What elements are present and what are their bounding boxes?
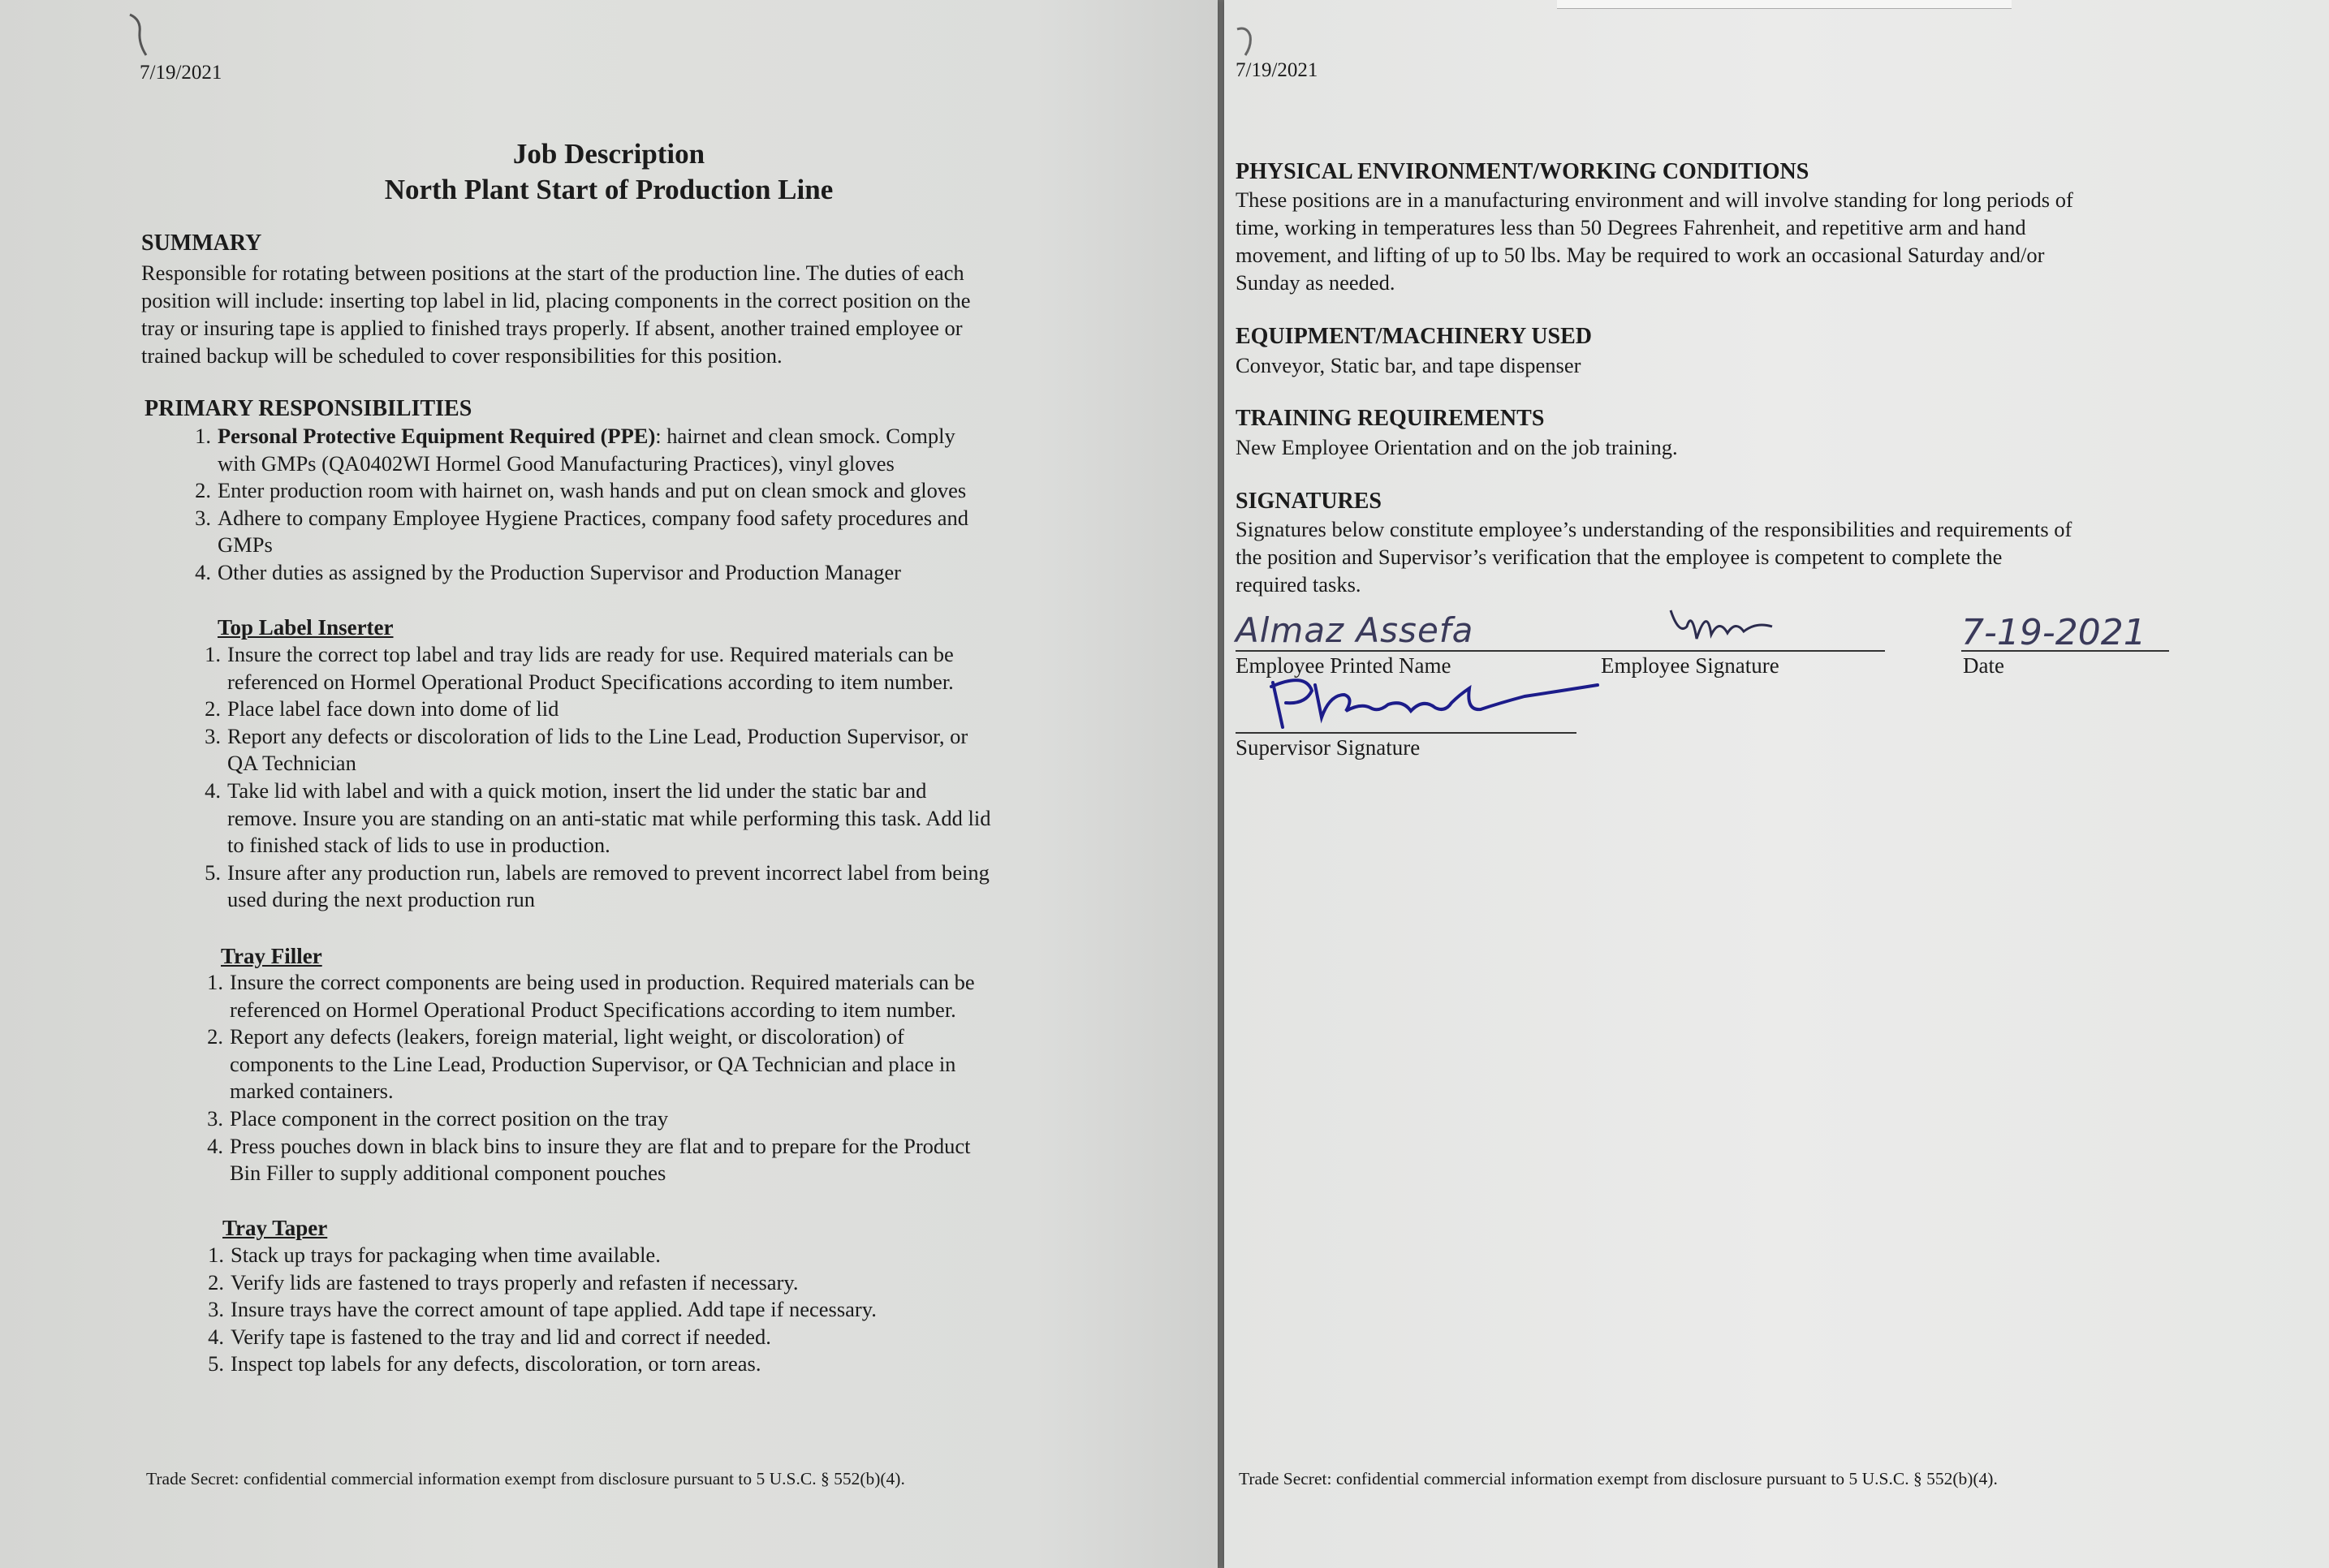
list-item: 3. Report any defects or discoloration of lids to the Line Lead, Production Supervisor, or QA Technician — [205, 723, 968, 776]
right-document-page — [1224, 0, 2329, 1568]
list-item: 5. Inspect top labels for any defects, discoloration, or torn areas. — [208, 1351, 761, 1376]
list-item: 5. Insure after any production run, labels are removed to prevent incorrect label from being used during the next production run — [205, 859, 990, 912]
employee-signature-line — [1601, 650, 1885, 652]
right-page-date: 7/19/2021 — [1236, 59, 1318, 81]
signatures-heading: SIGNATURES — [1236, 489, 1382, 514]
trade-secret-footer: Trade Secret: confidential commercial information exempt from disclosure pursuant to 5 U.S.C. § 552(b)(4). — [146, 1469, 905, 1488]
list-item: 4. Other duties as assigned by the Production Supervisor and Production Manager — [195, 559, 901, 584]
list-item: 4. Verify tape is fastened to the tray and lid and correct if needed. — [208, 1324, 771, 1349]
employee-signature-label: Employee Signature — [1601, 653, 1779, 678]
document-title: Job Description — [512, 138, 705, 170]
list-item: 4. Take lid with label and with a quick motion, insert the lid under the static bar and remove. Insure you are standing on an anti-static mat while performing this task. Add lid to finished stack of lids to use in production. — [205, 778, 991, 858]
employee-printed-name-label: Employee Printed Name — [1236, 653, 1451, 678]
handwritten-employee-name: Almaz Assefa — [1236, 610, 1474, 650]
left-page-date: 7/19/2021 — [140, 62, 222, 84]
supervisor-signature-label: Supervisor Signature — [1236, 735, 1421, 760]
summary-line: Responsible for rotating between positions at the start of the production line. The duties of each — [141, 261, 964, 285]
list-item: 2. Report any defects (leakers, foreign material, light weight, or discoloration) of components to the Line Lead, Production Supervisor, or QA Technician and place in marked containers. — [207, 1024, 956, 1104]
summary-heading: SUMMARY — [141, 230, 262, 256]
primary-responsibilities-list — [195, 423, 1192, 587]
summary-line: trained backup will be scheduled to cover responsibilities for this position. — [141, 343, 783, 368]
primary-responsibilities-heading: PRIMARY RESPONSIBILITIES — [144, 396, 472, 421]
underlying-paper-edge — [1557, 0, 2012, 9]
equipment-text: Conveyor, Static bar, and tape dispenser — [1236, 353, 1581, 377]
physical-environment-text: These positions are in a manufacturing environment and will involve standing for long periods of time, working in temperatures less than 50 Degrees Fahrenheit, and repetitive arm and hand movement, and lifting of up to 50 lbs. May be required to work an occasional Saturday and/or Sunday as needed. — [1236, 187, 2073, 295]
physical-environment-heading: PHYSICAL ENVIRONMENT/WORKING CONDITIONS — [1236, 159, 1809, 184]
summary-line: tray or insuring tape is applied to finished trays properly. If absent, another trained employee or — [141, 316, 963, 340]
tray-filler-heading: Tray Filler — [221, 944, 322, 968]
summary-line: position will include: inserting top label in lid, placing components in the correct position on the — [141, 288, 971, 312]
supervisor-signature-scribble — [1257, 670, 1646, 735]
tray-filler-list — [207, 969, 1204, 1187]
handwritten-date: 7-19-2021 — [1961, 612, 2146, 653]
trade-secret-footer: Trade Secret: confidential commercial information exempt from disclosure pursuant to 5 U.S.C. § 552(b)(4). — [1239, 1469, 1998, 1488]
list-item: 1. Insure the correct top label and tray lids are ready for use. Required materials can be referenced on Hormel Operational Product Specifications according to item number. — [205, 642, 954, 694]
date-label: Date — [1963, 653, 2004, 678]
summary-text — [141, 259, 1197, 369]
top-label-inserter-heading: Top Label Inserter — [218, 615, 394, 640]
tray-taper-list — [208, 1242, 1205, 1378]
training-heading: TRAINING REQUIREMENTS — [1236, 406, 1545, 431]
staple-mark-icon — [122, 11, 154, 60]
employee-name-line — [1236, 650, 1601, 652]
list-item: 1. Personal Protective Equipment Required (PPE): hairnet and clean smock. Comply with GMPs (QA0402WI Hormel Good Manufacturing Practices), vinyl gloves — [195, 424, 955, 476]
tray-taper-heading: Tray Taper — [222, 1216, 328, 1240]
list-item: 3. Place component in the correct position on the tray — [207, 1105, 669, 1131]
signatures-text: Signatures below constitute employee’s understanding of the responsibilities and requirements of the position and Supervisor’s verification that the employee is competent to complete the required tasks. — [1236, 517, 2072, 597]
list-item: 1. Insure the correct components are being used in production. Required materials can be referenced on Hormel Operational Product Specifications according to item number. — [207, 970, 975, 1022]
list-item: 2. Verify lids are fastened to trays properly and refasten if necessary. — [208, 1269, 799, 1294]
list-item: 3. Insure trays have the correct amount of tape applied. Add tape if necessary. — [208, 1297, 877, 1322]
list-item: 1. Stack up trays for packaging when time available. — [208, 1243, 661, 1267]
top-label-inserter-list — [205, 641, 1201, 914]
training-text: New Employee Orientation and on the job training. — [1236, 435, 1678, 459]
list-item: 4. Press pouches down in black bins to insure they are flat and to prepare for the Product Bin Filler to supply additional component pouches — [207, 1133, 971, 1186]
supervisor-signature-line — [1236, 732, 1576, 734]
document-subtitle: North Plant Start of Production Line — [384, 174, 834, 205]
staple-mark-icon — [1232, 19, 1265, 60]
equipment-heading: EQUIPMENT/MACHINERY USED — [1236, 324, 1593, 349]
list-item: 3. Adhere to company Employee Hygiene Practices, company food safety procedures and GMPs — [195, 505, 968, 558]
list-item: 2. Place label face down into dome of lid — [205, 696, 559, 722]
list-item: 2. Enter production room with hairnet on, wash hands and put on clean smock and gloves — [195, 478, 967, 503]
date-line — [1961, 650, 2169, 652]
